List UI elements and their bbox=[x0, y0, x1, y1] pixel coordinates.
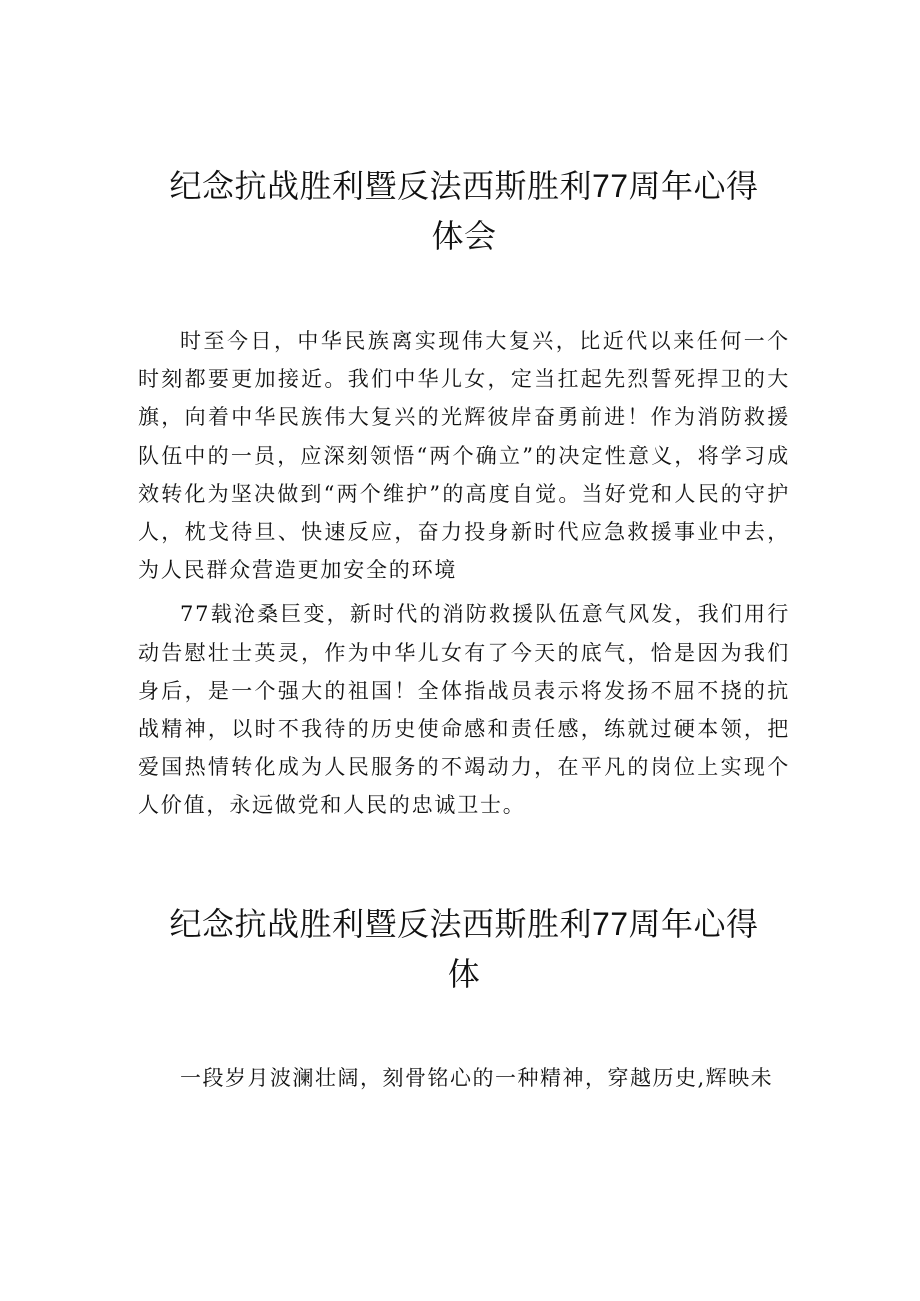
section-1-title-line-2: 体会 bbox=[431, 218, 497, 254]
document-page bbox=[138, 0, 790, 1097]
section-2-title bbox=[138, 899, 790, 999]
section-2-title-line-1: 纪念抗战胜利暨反法西斯胜利77周年心得 bbox=[169, 905, 759, 942]
section-2-paragraph-1: 一段岁月波澜壮阔，刻骨铭心的一种精神，穿越历史,辉映未 bbox=[180, 1065, 774, 1090]
section-1-title-line-1: 纪念抗战胜利暨反法西斯胜利77周年心得 bbox=[169, 168, 759, 204]
section-1-paragraph-1: 时至今日，中华民族离实现伟大复兴，比近代以来任何一个时刻都要更加接近。我们中华儿女，定当扛起先烈誓死捍卫的大旗，向着中华民族伟大复兴的光辉彼岸奋勇前进！作为消防救援队伍中的一员，应深刻领悟“两个确立”的决定性意义，将学习成效转化为坚决做到“两个维护”的高度自觉。当好党和人民的守护人，枕戈待旦、快速反应，奋力投身新时代应急救援事业中去，为人民群众营造更加安全的环境 bbox=[138, 329, 790, 583]
section-1-title bbox=[138, 161, 790, 261]
section-1-paragraph-2: 77载沧桑巨变，新时代的消防救援队伍意气风发，我们用行动告慰壮士英灵，作为中华儿女有了今天的底气，恰是因为我们身后，是一个强大的祖国！全体指战员表示将发扬不屈不挠的抗战精神，以时不我待的历史使命感和责任感，练就过硬本领，把爱国热情转化成为人民服务的不竭动力，在平凡的岗位上实现个人价值，永远做党和人民的忠诚卫士。 bbox=[138, 602, 790, 818]
section-2-title-line-2: 体 bbox=[447, 955, 481, 992]
